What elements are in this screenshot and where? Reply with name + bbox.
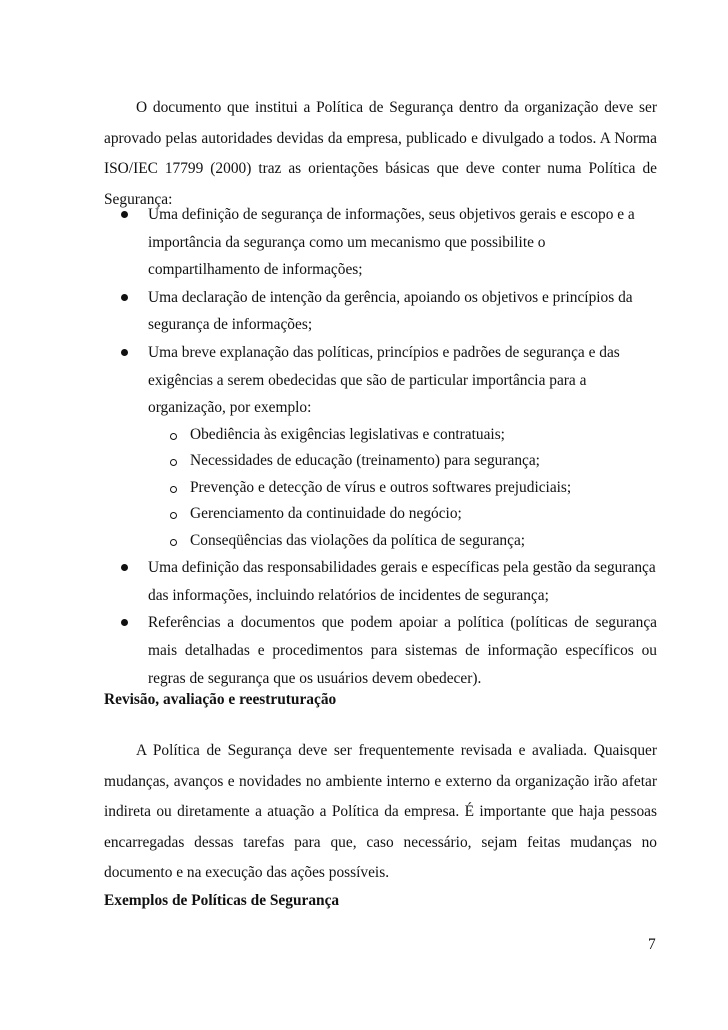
sublist-item-text: Obediência às exigências legislativas e contratuais;	[190, 425, 505, 443]
policy-contents-list	[104, 201, 657, 692]
list-item-text: Uma definição das responsabilidades gerais e específicas pela gestão da segurança das informações, incluindo relatórios de incidentes de segurança;	[148, 559, 656, 604]
list-item	[104, 339, 657, 554]
circle-bullet-icon	[170, 486, 177, 493]
sublist-item	[148, 528, 657, 555]
list-item	[104, 284, 657, 339]
sublist-item-text: Gerenciamento da continuidade do negócio;	[190, 505, 462, 523]
section-heading-review: Revisão, avaliação e reestruturação	[104, 691, 337, 708]
sublist-item-text: Conseqüências das violações da política de segurança;	[190, 531, 526, 549]
circle-bullet-icon	[170, 433, 177, 440]
bullet-icon	[121, 564, 128, 571]
sublist-item	[148, 475, 657, 502]
list-item	[104, 554, 657, 609]
bullet-icon	[121, 619, 128, 626]
sublist-item	[148, 501, 657, 528]
examples-sublist	[148, 422, 657, 555]
circle-bullet-icon	[170, 539, 177, 546]
section-heading-examples: Exemplos de Políticas de Segurança	[104, 892, 340, 909]
sublist-item-text: Prevenção e detecção de vírus e outros softwares prejudiciais;	[190, 478, 572, 496]
page-number: 7	[648, 936, 656, 953]
list-item-text: Referências a documentos que podem apoiar a política (políticas de segurança mais detalhadas e procedimentos para sistemas de informação específicos ou regras de segurança que os usuários devem obedecer).	[148, 614, 657, 687]
sublist-item	[148, 448, 657, 475]
circle-bullet-icon	[170, 459, 177, 466]
list-item-text: Uma definição de segurança de informações, seus objetivos gerais e escopo e a importância da segurança como um mecanismo que possibilite o compartilhamento de informações;	[148, 206, 635, 279]
sublist-item-text: Necessidades de educação (treinamento) para segurança;	[190, 452, 540, 470]
list-item	[104, 609, 657, 692]
bullet-icon	[121, 294, 128, 301]
review-paragraph: A Política de Segurança deve ser frequentemente revisada e avaliada. Quaisquer mudanças, avanços e novidades no ambiente interno e externo da organização irão afetar indireta ou diretamente a atuação a Política da empresa. É importante que haja pessoas encarregadas dessas tarefas para que, caso necessário, sejam feitas mudanças no documento e na execução das ações possíveis.	[104, 742, 657, 881]
intro-paragraph: O documento que institui a Política de Segurança dentro da organização deve ser aprovado pelas autoridades devidas da empresa, publicado e divulgado a todos. A Norma ISO/IEC 17799 (2000) traz as orientações básicas que deve conter numa Política de Segurança:	[104, 99, 657, 208]
circle-bullet-icon	[170, 512, 177, 519]
list-item-text: Uma breve explanação das políticas, princípios e padrões de segurança e das exigências a serem obedecidas que são de particular importância para a organização, por exemplo:	[148, 343, 620, 417]
bullet-icon	[121, 211, 128, 218]
list-item-text: Uma declaração de intenção da gerência, apoiando os objetivos e princípios da segurança de informações;	[148, 288, 633, 334]
bullet-icon	[121, 349, 128, 356]
list-item	[104, 201, 657, 284]
sublist-item	[148, 422, 657, 449]
